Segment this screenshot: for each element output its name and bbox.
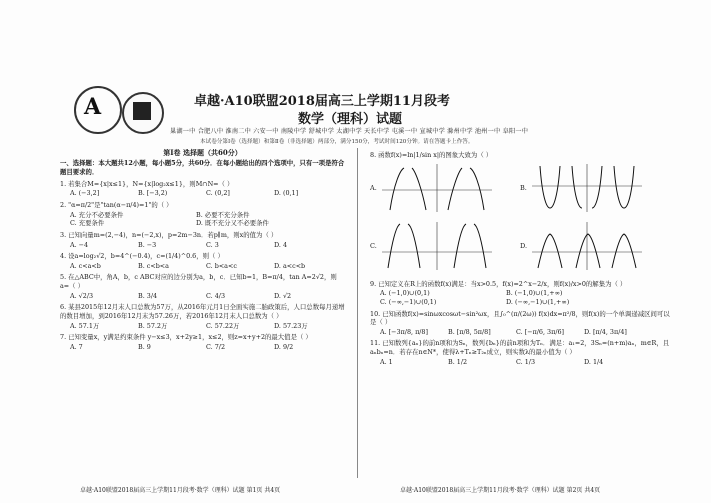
option: B. 9 bbox=[138, 342, 151, 351]
option: A. (−1,0)∪(0,1) bbox=[380, 289, 430, 298]
page-footer-left: 卓越·A10联盟2018届高三上学期11月段考·数学（理科）试题 第1页 共4页 bbox=[80, 487, 281, 494]
option: B. [π/8, 5π/8] bbox=[448, 327, 491, 336]
exam-header bbox=[0, 0, 711, 145]
option: A. 7 bbox=[70, 342, 83, 351]
option: C. 7/2 bbox=[206, 342, 226, 351]
option: C. b<a<c bbox=[206, 261, 237, 270]
question-options bbox=[70, 343, 345, 352]
option: D. 57.23万 bbox=[274, 321, 308, 330]
member-schools: 巢湖一中 合肥八中 淮南二中 六安一中 南陵中学 舒城中学 太湖中学 天长中学 屯溪一中 宣城中学 滁州中学 池州一中 阜阳一中 bbox=[170, 128, 529, 135]
option: D. a<c<b bbox=[274, 261, 306, 270]
graph-option-a bbox=[382, 164, 492, 212]
option: A. 充分不必要条件 bbox=[70, 210, 124, 219]
option: B. 3/4 bbox=[138, 291, 158, 300]
question-stem: 9. 已知定义在R上的函数f(x)满足：当x>0.5，f(x)=2^x−2/x，则f(x)/x>0的解集为（ ） bbox=[370, 279, 627, 288]
option: D. √2 bbox=[274, 291, 292, 300]
exam-subtitle: 数学（理科）试题 bbox=[298, 112, 403, 127]
option: C. (0,2] bbox=[206, 189, 230, 198]
league-seal-logo: A bbox=[74, 86, 122, 134]
column-divider bbox=[357, 148, 358, 478]
graph-label: A. bbox=[370, 183, 377, 192]
option: C. 充要条件 bbox=[70, 219, 105, 228]
question-stem: 2. "α=π/2"是"tan(α−π/4)=1"的（ ） bbox=[60, 201, 173, 209]
question-stem: 10. 已知函数f(x)=sinωxcosωt−sin²ωx，且∫₀^(π/(2ω)) f(x)dx=π²/8，则f(x)的一个单调递减区间可以是（ ） bbox=[370, 309, 670, 327]
question-options bbox=[70, 292, 345, 301]
graph-option-d bbox=[532, 222, 642, 270]
section-title: 第Ⅰ卷 选择题（共60分） bbox=[163, 148, 242, 157]
question-options bbox=[70, 322, 345, 331]
option: A. (−3,2] bbox=[70, 189, 100, 198]
option: B. 必要不充分条件 bbox=[196, 210, 250, 219]
option: C. 1/3 bbox=[516, 357, 536, 366]
question-stem: 1. 若集合M={x|x≤1}，N={x|log₂x≤1}，则M∩N=（ ） bbox=[60, 179, 234, 188]
school-emblem-logo bbox=[122, 92, 164, 134]
question-stem: 5. 在△ABC中，角A，b，c ABC对应的边分别为a，b，c．已知b=1，B=π/4，tan A=2√2，则a=（ ） bbox=[60, 273, 337, 291]
option: A. −4 bbox=[70, 240, 89, 249]
option: C. 4/3 bbox=[206, 291, 226, 300]
option: A. [−3π/8, π/8] bbox=[380, 327, 428, 336]
option: D. (−∞,−1)∪(1,+∞) bbox=[506, 297, 570, 306]
option: D. 4 bbox=[274, 240, 288, 249]
question-options bbox=[70, 262, 345, 271]
page-footer-right: 卓越·A10联盟2018届高三上学期11月段考·数学（理科）试题 第2页 共4页 bbox=[400, 487, 601, 494]
option: B. 57.2万 bbox=[138, 321, 168, 330]
question-stem: 4. 设a=log₂√2，b=4^(−0.4)，c=(1/4)^0.6，则（ ） bbox=[60, 252, 224, 261]
question-stem: 8. 函数f(x)=ln|1/sin x|的图象大致为（ ） bbox=[370, 151, 493, 159]
option: C. 57.22万 bbox=[206, 321, 240, 330]
option: A. c<a<b bbox=[70, 261, 101, 270]
left-column bbox=[60, 148, 345, 352]
option: C. 3 bbox=[206, 240, 219, 249]
option: B. c<b<a bbox=[138, 261, 169, 270]
question-options bbox=[380, 289, 670, 306]
graph-label: C. bbox=[370, 241, 377, 250]
answer-graphs bbox=[370, 164, 670, 276]
question-options bbox=[70, 189, 345, 198]
option: A. 1 bbox=[380, 357, 393, 366]
question-stem: 11. 已知数列{aₙ}的前n项和为Sₙ，数列{bₙ}的前n项和为Tₙ．满足：a₁=2，3Sₙ=(n+m)aₙ，m∈R，且aₙbₙ=n．若存在n∈N*，使得λ+Tₙ≥T₂ₙ成立，则实数λ的最小值为（ ） bbox=[370, 339, 670, 357]
right-column bbox=[370, 148, 670, 366]
option: A. √2/3 bbox=[70, 291, 94, 300]
exam-instructions: 本试卷分第Ⅰ卷（选择题）和第Ⅱ卷（非选择题）两部分，满分150分，考试时间120分钟。请在答题卡上作答。 bbox=[200, 139, 474, 145]
option: D. [π/4, 3π/4] bbox=[584, 327, 627, 336]
question-options bbox=[70, 241, 345, 250]
option: B. (−1,0)∪(1,+∞) bbox=[506, 289, 563, 298]
option: D. 既不充分又不必要条件 bbox=[196, 219, 269, 228]
graph-label: D. bbox=[520, 241, 528, 250]
option: A. 57.1万 bbox=[70, 321, 100, 330]
exam-title: 卓越·A10联盟2018届高三上学期11月段考 bbox=[194, 94, 450, 109]
graph-option-b bbox=[532, 164, 642, 212]
question-options bbox=[70, 211, 345, 228]
option: B. [−3,2) bbox=[138, 189, 168, 198]
option: D. 1/4 bbox=[584, 357, 604, 366]
option: B. −3 bbox=[138, 240, 157, 249]
question-options bbox=[380, 328, 670, 337]
question-stem: 3. 已知向量m=(2,−4)，n=(−2,x)，p=2m−3n．若p∥m，则x的值为（ ） bbox=[60, 230, 278, 239]
option: D. 9/2 bbox=[274, 342, 294, 351]
graph-option-c bbox=[382, 222, 492, 270]
section-instruction: 一、选择题：本大题共12小题，每小题5分，共60分．在每小题给出的四个选项中，只有一项是符合题目要求的． bbox=[60, 159, 345, 177]
option: B. 1/2 bbox=[448, 357, 468, 366]
graph-label: B. bbox=[520, 183, 527, 192]
option: D. (0,1] bbox=[274, 189, 299, 198]
option: C. [−π/6, 3π/6] bbox=[516, 327, 565, 336]
option: C. (−∞,−1)∪(0,1) bbox=[380, 297, 437, 306]
question-stem: 6. 某县2015年12月末人口总数为57万，从2016年元月1日全面实施二胎政策后，人口总数每月递增的数目增加，到2016年12月末为57.26万，若2016年12月末人口总数为（ ） bbox=[60, 303, 345, 321]
question-options bbox=[380, 358, 670, 367]
question-stem: 7. 已知变量x，y满足约束条件 y−x≤3，x+2y≥1，x≤2，则z=x+y+2的最大值是（ ） bbox=[60, 333, 312, 342]
